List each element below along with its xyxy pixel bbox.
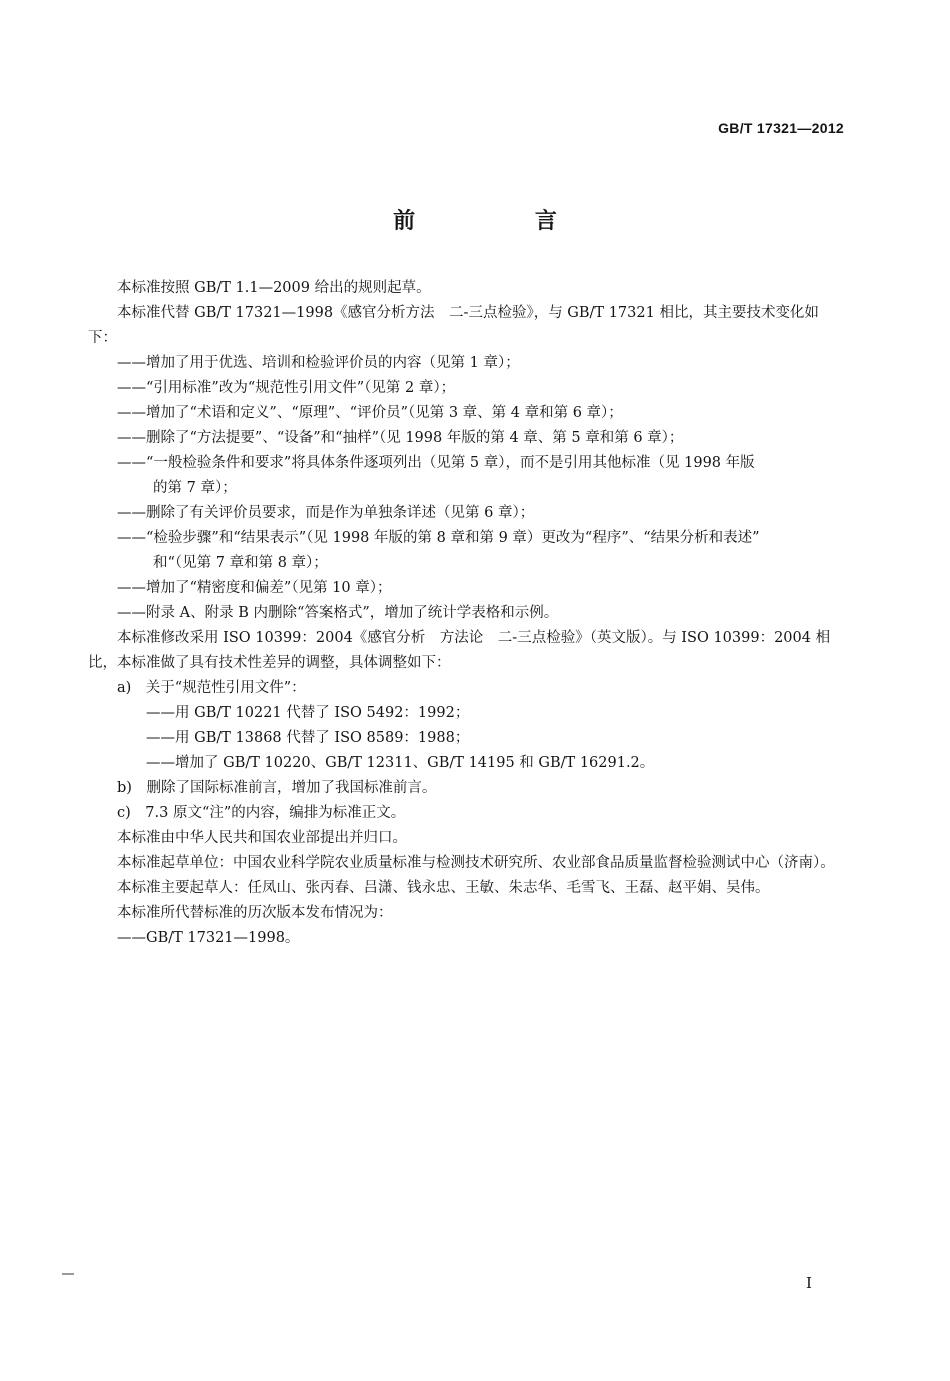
change-item: ——附录 A、附录 B 内删除“答案格式”，增加了统计学表格和示例。 — [117, 605, 559, 621]
change-item-line: ——“一般检验条件和要求”将具体条件逐项列出（见第 5 章），而不是引用其他标准（见 1998 年版 — [117, 455, 755, 471]
change-item: ——增加了“精密度和偏差”（见第 10 章）； — [117, 580, 392, 596]
change-item-line: ——“检验步骤”和“结果表示”（见 1998 年版的第 8 章和第 9 章）更改为“程序”、“结果分析和表述” — [117, 530, 760, 546]
change-item: ——“引用标准”改为“规范性引用文件”（见第 2 章）； — [117, 380, 456, 396]
change-item: ——增加了用于优选、培训和检验评价员的内容（见第 1 章）； — [117, 355, 520, 371]
change-item — [88, 526, 844, 576]
drafters-paragraph: 本标准主要起草人：任凤山、张丙春、吕潇、钱永忠、王敏、朱志华、毛雪飞、王磊、赵平娟、吴伟。 — [117, 880, 770, 896]
change-item: ——增加了“术语和定义”、“原理”、“评价员”（见第 3 章、第 4 章和第 6 章）； — [117, 405, 623, 421]
change-item — [88, 451, 844, 501]
standard-number: GB/T 17321—2012 — [718, 120, 844, 136]
drafting-units-paragraph: 本标准起草单位：中国农业科学院农业质量标准与检测技术研究所、农业部食品质量监督检验测试中心（济南）。 — [117, 855, 835, 871]
adjustment-c: c) 7.3 原文“注”的内容，编排为标准正文。 — [117, 805, 406, 821]
iso-adoption-paragraph: 本标准修改采用 ISO 10399：2004《感官分析 方法论 二-三点检验》（英文版）。与 ISO 10399：2004 相比，本标准做了具有技术性差异的调整，具体调整如下： — [88, 630, 831, 671]
previous-version-item: ——GB/T 17321—1998。 — [117, 930, 300, 946]
proposer-paragraph: 本标准由中华人民共和国农业部提出并归口。 — [117, 830, 407, 846]
page-number: I — [806, 1274, 812, 1292]
adjustment-a-item: ——增加了 GB/T 10220、GB/T 12311、GB/T 14195 和 GB/T 16291.2。 — [146, 755, 655, 771]
adjustment-a-item: ——用 GB/T 13868 代替了 ISO 8589：1988； — [146, 730, 470, 746]
adjustment-a-label: a) 关于“规范性引用文件”： — [117, 680, 306, 696]
change-item-line: 和“（见第 7 章和第 8 章）； — [153, 555, 328, 571]
change-item: ——删除了“方法提要”、“设备”和“抽样”（见 1998 年版的第 4 章、第 5 章和第 6 章）； — [117, 430, 684, 446]
change-item: ——删除了有关评价员要求，而是作为单独条详述（见第 6 章）； — [117, 505, 535, 521]
adjustment-a-item: ——用 GB/T 10221 代替了 ISO 5492：1992； — [146, 705, 470, 721]
change-item-line: 的第 7 章）； — [153, 480, 237, 496]
drafting-rules-paragraph: 本标准按照 GB/T 1.1—2009 给出的规则起草。 — [117, 280, 431, 296]
version-history-paragraph: 本标准所代替标准的历次版本发布情况为： — [117, 905, 393, 921]
replacement-paragraph: 本标准代替 GB/T 17321—1998《感官分析方法 二-三点检验》，与 GB/T 17321 相比，其主要技术变化如下： — [88, 305, 819, 346]
adjustment-b: b) 删除了国际标准前言，增加了我国标准前言。 — [117, 780, 437, 796]
scan-artifact — [62, 1273, 74, 1275]
foreword-body — [88, 276, 844, 951]
page-title: 前 言 — [393, 209, 613, 234]
